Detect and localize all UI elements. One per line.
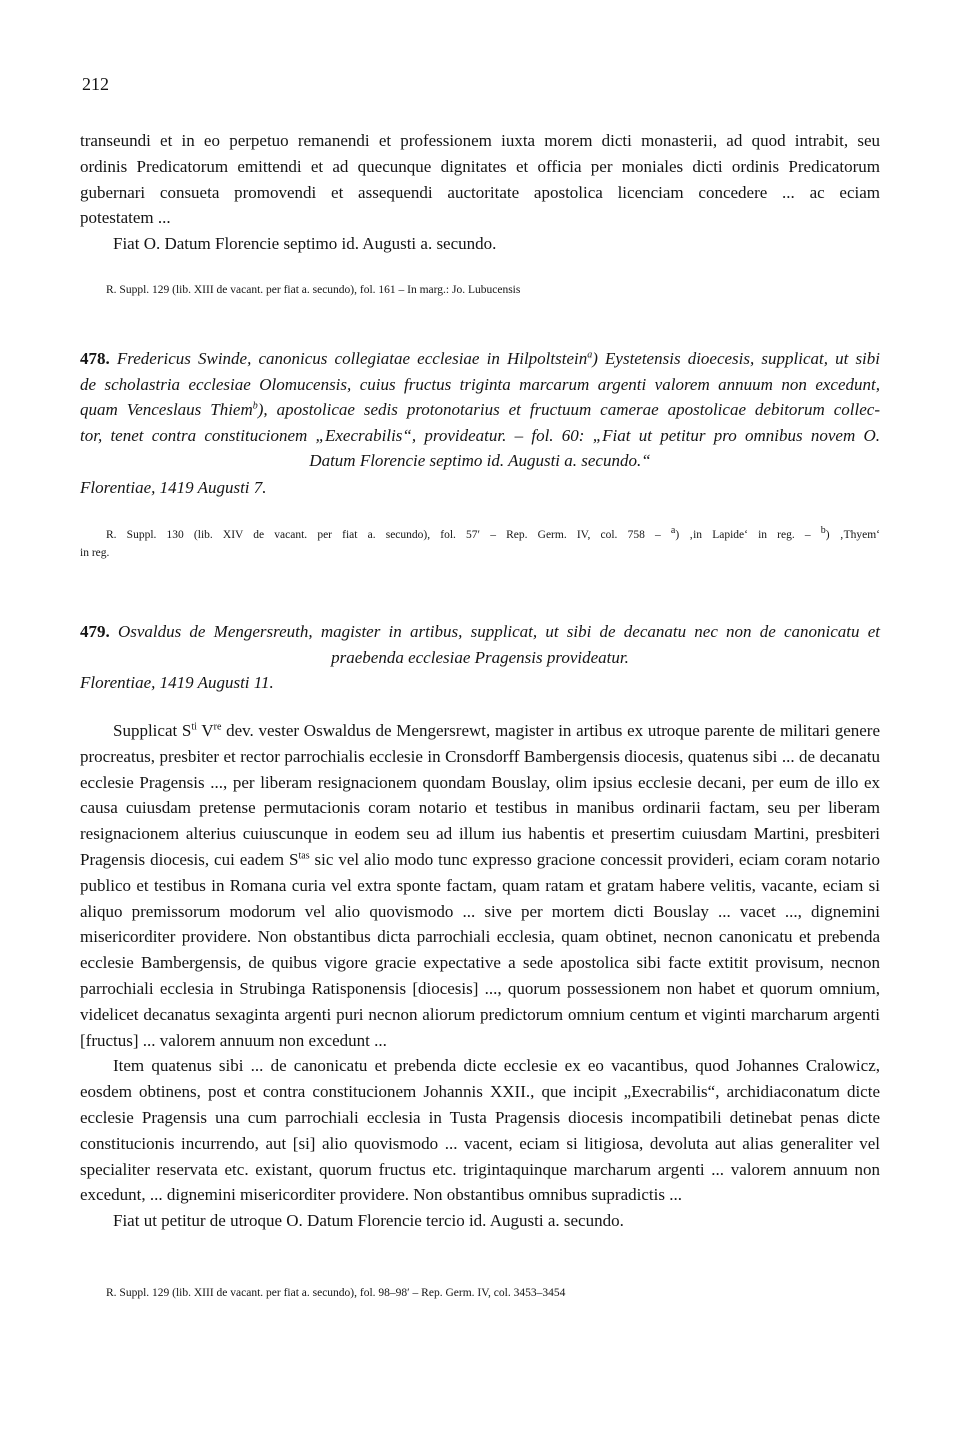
footnote-marker: b — [820, 525, 826, 537]
note-text: R. Suppl. 130 (lib. XIV de vacant. per fiat a. secundo), fol. 57′ – Rep. Germ. IV, col. 758 – — [106, 529, 671, 541]
fiat-line: Fiat ut petitur de utroque O. Datum Florencie tercio id. Augusti a. secundo. — [113, 1211, 624, 1231]
heading-text: ), apostolicae sedis protonotarius et fructuum camerae apostolicae debitorum collec- — [257, 400, 880, 419]
heading-text: quam Venceslaus Thiem — [80, 400, 253, 419]
heading-line — [80, 397, 880, 423]
continuation-line: ordinis Predicatorum emittendi et ad quecunque dignitates et officia per moniales dicti ordinis Predicatorum — [80, 156, 880, 176]
continuation-line: transeundi et in eo perpetuo remanendi et professionem iuxta morem dicti monasterii, ad quod intrabit, seu — [80, 131, 880, 150]
footnote-marker: b — [252, 400, 258, 412]
page-number: 212 — [82, 74, 109, 94]
paragraph-text: dev. vester Oswaldus de Mengersrewt, magister in artibus ex utroque parente de militari genere procreatus, presbiter et rector parrochialis ecclesie in Cronsdorff Bambergensis diocesis, quatenus sibi ... de decanatu ecclesie Pragensis ..., per liberam resignacionem quondam Bouslay, olim ipsius ecclesie decani, per eum de illo ex causa cuiusdam pretense permutacionis coram notario et testibus in manibus ordinarii factam, seu per liberam resignacionem alterius cuiuscunque in eodem seu ad illum ius habentis et presertim cuiusdam Martini, presbiteri Pragensis diocesis, cui eadem S — [80, 721, 880, 869]
continuation-line: gubernari consueta promovendi et assequendi auctoritate apostolica licenciam concedere ... ac eciam — [80, 182, 880, 202]
entry-478-heading — [80, 346, 880, 372]
heading-text: Fredericus Swinde, canonicus collegiatae ecclesiae in Hilpoltstein — [116, 349, 588, 368]
continuation-note: R. Suppl. 129 (lib. XIII de vacant. per fiat a. secundo), fol. 161 – In marg.: Jo. Lubucensis — [106, 284, 521, 296]
paragraph — [80, 718, 880, 1053]
note-text: ) ‚Thyem‘ — [825, 529, 880, 541]
note-text: ) ‚in Lapide‘ in reg. – — [675, 529, 821, 541]
note-line: in reg. — [80, 547, 110, 559]
footnote-marker: a — [587, 349, 593, 361]
continuation-fiat: Fiat O. Datum Florencie septimo id. Augusti a. secundo. — [113, 234, 497, 254]
paragraph-text: V — [196, 721, 214, 740]
continuation-block — [80, 128, 880, 257]
entry-date: Florentiae, 1419 Augusti 11. — [80, 673, 274, 692]
heading-line: Datum Florencie septimo id. Augusti a. secundo.“ — [309, 451, 651, 470]
entry-478 — [80, 346, 880, 500]
footnote-marker: a — [670, 525, 676, 537]
paragraph: Item quatenus sibi ... de canonicatu et prebenda dicte ecclesie ex eo vacantibus, quod Johannes Cralowicz, eosdem obtinens, post et contra constitucionem Johannis XXII., que incipit „Execrabilis“, archidiaconatum dicte ecclesie Pragensis una cum parrochiali ecclesia in Tusta Pragensis diocesis incompatibili detinebat penas dicte constitucionis incurrendo, aut [si] alio quovismodo ... vacent, eciam si litigiosa, devoluta aut alias generaliter vel specialiter reservata etc. existant, quorum fructus etc. trigintaquinque marcharum argenti ... valorem annuum non excedunt, ... dignemini misericorditer providere. Non obstantibus omnibus supradictis ... — [80, 1056, 880, 1205]
paragraph-text: Supplicat S — [113, 721, 192, 740]
entry-479-note: R. Suppl. 129 (lib. XIII de vacant. per fiat a. secundo), fol. 98–98′ – Rep. Germ. IV, col. 3453–3454 — [106, 1287, 566, 1299]
continuation-line: potestatem ... — [80, 208, 171, 228]
entry-number: 479. — [80, 622, 110, 641]
heading-text: ) Eystetensis dioecesis, supplicat, ut sibi — [592, 349, 881, 368]
paragraph-text: sic vel alio modo tunc expresso gracione concessit provideri, eciam coram notario publico et testibus in Romana curia vel extra sponte factam, quam ratam et gratam habere velitis, vacante, eciam si aliquo premissorum modorum vel alio quovismodo ... sive per mortem dicti Bouslay ... vacet ..., dignemini misericorditer providere. Non obstantibus dicta parrochiali ecclesia, quam obtinet, necnon canonicatu et prebenda ecclesie Bambergensis, de quibus vigore gracie expectative a sede apostolica sibi facte extitit provisum, necnon parrochiali ecclesia in Strubinga Ratisponensis [diocesis] ..., quorum possessionem non habet et quorum omnium, videlicet decanatus sexaginta argenti puri necnon aliorum predictorum omnium centum et viginti marcharum argenti [fructus] ... valorem annuum non excedunt ... — [80, 849, 881, 1050]
heading-line: tor, tenet contra constitucionem „Execrabilis“, provideatur. – fol. 60: „Fiat ut petitur pro omnibus novem O. — [80, 425, 880, 445]
entry-478-note — [80, 526, 880, 562]
heading-text: Osvaldus de Mengersreuth, magister in artibus, supplicat, ut sibi de decanatu nec non de canonicatu et — [117, 622, 880, 641]
entry-number: 478. — [80, 349, 110, 368]
note-line — [80, 526, 880, 544]
entry-479-body — [80, 718, 880, 1234]
superscript: ti — [191, 721, 197, 733]
heading-line: praebenda ecclesiae Pragensis provideatur. — [331, 647, 629, 667]
superscript: re — [213, 721, 222, 733]
entry-date: Florentiae, 1419 Augusti 7. — [80, 477, 267, 497]
continuation-text — [80, 128, 880, 231]
entry-479 — [80, 619, 880, 696]
superscript: tas — [298, 850, 310, 862]
entry-479-heading — [80, 619, 880, 645]
heading-line: de scholastria ecclesiae Olomucensis, cuius fructus triginta marcarum argenti valorem annuum non excedunt, — [80, 374, 880, 394]
